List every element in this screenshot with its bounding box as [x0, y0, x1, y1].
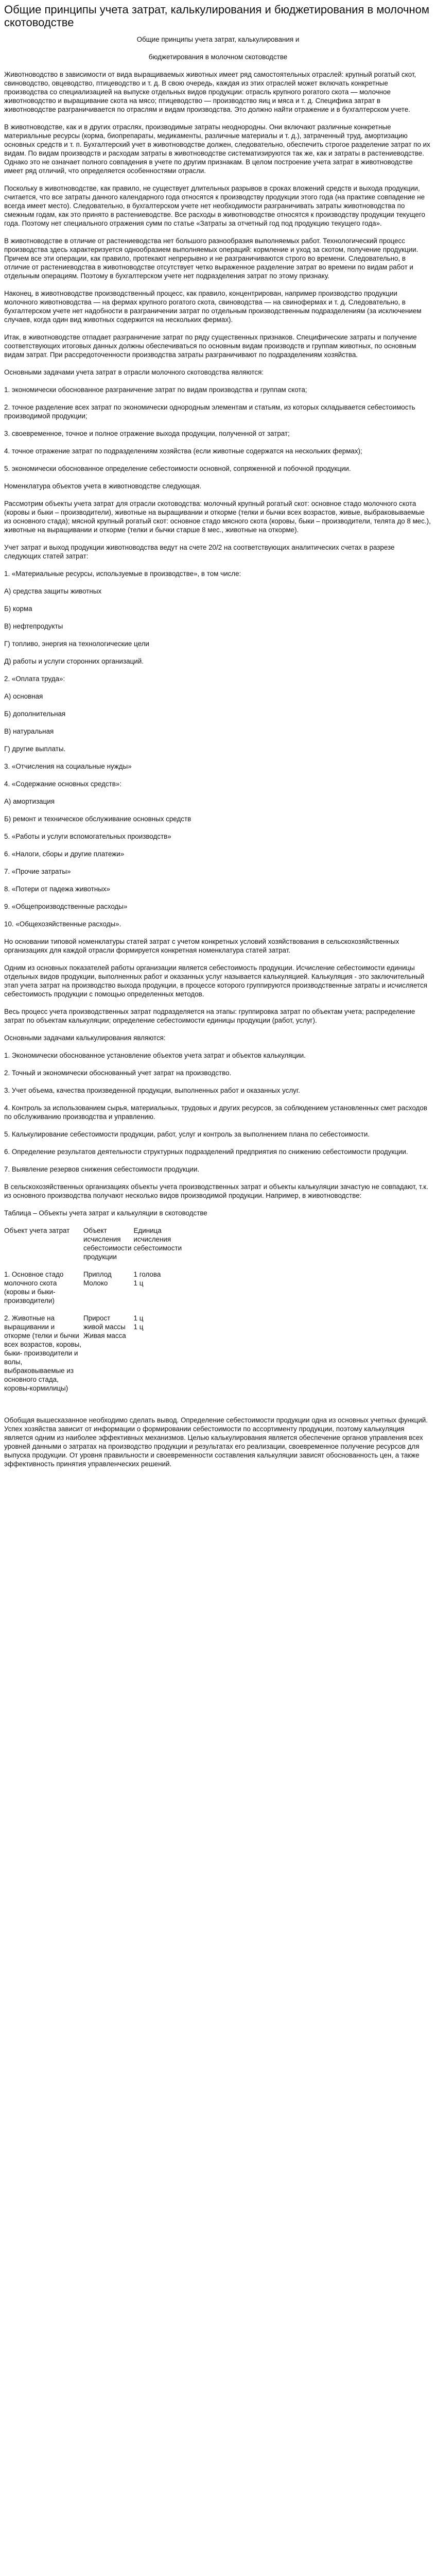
- list-item: Г) топливо, энергия на технологические цели: [4, 640, 149, 648]
- paragraph: Основными задачами калькулирования являются:: [4, 1034, 166, 1042]
- list-item: Б) дополнительная: [4, 710, 66, 718]
- table-cell-product: Приплод: [83, 1270, 112, 1278]
- list-item: 6. Определение результатов деятельности структурных подразделений предприятия по снижению себестоимости продукции.: [4, 1148, 408, 1156]
- list-item: 8. «Потери от падежа животных»: [4, 885, 110, 893]
- table-cell-units: [134, 1314, 193, 1401]
- cost-objects-table: [4, 1226, 193, 1401]
- document-title: Общие принципы учета затрат, калькулирования и бюджетирования в молочном скотоводстве: [4, 3, 429, 29]
- paragraph: Рассмотрим объекты учета затрат для отрасли скотоводства: молочный крупный рогатый скот: основное стадо молочного скота (коровы и быки – производители), животные на выращивании и откорме (телки и бычки всех возрастов, живые, выбраковываемые из основного стада); мясной крупный рогатый скот: основное стадо мясного скота (коровы, быки – производители, телята до 8 мес.), животные на выращивании и откорме (телки и бычки старше 8 мес., животные на откорме).: [4, 500, 431, 534]
- table-cell-unit: 1 ц: [133, 1314, 144, 1322]
- paragraph: Учет затрат и выход продукции животноводства ведут на счете 20/2 на соответствующих аналитических счетах в разрезе следующих статей затрат:: [4, 544, 395, 560]
- list-item: В) натуральная: [4, 727, 54, 735]
- list-item: Г) другие выплаты.: [4, 745, 66, 753]
- paragraph: Обобщая вышесказанное необходимо сделать вывод. Определение себестоимости продукции одна из основных учетных функций. Успех хозяйства зависит от информации о формировании себестоимости по ассортименту продукции, поэтому калькуляция является одним из наиболее эффективных механизмов. Целью калькулирования является обеспечение органов управления всех уровней данными о затратах на производство продукции и результатах его реализации, своевременное получение ресурсов для выпуска продукции. От уровня правильности и своевременности составления калькуляции зависят обоснованность цен, а также эффективность принятия управленческих решений.: [4, 1416, 428, 1468]
- calculation-section: [4, 937, 432, 1042]
- cost-items-list: [4, 569, 432, 928]
- table-cell-unit: 1 ц: [133, 1323, 144, 1331]
- list-item: 1. Экономически обоснованное установление объектов учета затрат и объектов калькуляции.: [4, 1052, 306, 1059]
- table-cell-unit: 1 ц: [133, 1279, 144, 1287]
- paragraph: Одним из основных показателей работы организации является себестоимость продукции. Исчисление себестоимости единицы отдельных видов продукции, выполненных работ и оказанных услуг называется калькуляцией. Калькуляция - это заключительный этап учета затрат на производство выхода продукции, в процессе которого группируются производственные затраты и исчисляется себестоимость продукции с помощью определенных методов.: [4, 964, 427, 998]
- list-item: 5. «Работы и услуги вспомогательных производств»: [4, 833, 171, 840]
- list-item: Б) корма: [4, 605, 32, 613]
- list-item: 3. «Отчисления на социальные нужды»: [4, 762, 132, 770]
- list-item: Б) ремонт и техническое обслуживание основных средств: [4, 815, 191, 823]
- table-header-cell: Объект учета затрат: [4, 1227, 70, 1234]
- paragraph: Наконец, в животноводстве производственный процесс, как правило, концентрирован, например производство продукции молочного животноводства — на фермах крупного рогатого скота, свиноводства — на свинофермах и т. д. Следовательно, в бухгалтерском учете нет надобности в разграничении затрат по отдельным производственным подразделениям (за исключением случаев, когда один вид животных содержится на нескольких фермах).: [4, 290, 422, 324]
- list-item: 1. «Материальные ресурсы, используемые в производстве», в том числе:: [4, 570, 241, 578]
- list-item: В) нефтепродукты: [4, 622, 63, 630]
- paragraph: Животноводство в зависимости от вида выращиваемых животных имеет ряд самостоятельных отраслей: крупный рогатый скот, свиноводство, овцеводство, птицеводство и т. д. В свою очередь, каждая из этих отраслей может включать конкретные производства со специализацией на выпуске отдельных видов продукции: отрасль крупного рогатого скота — молочное животноводство и выращивание скота на мясо; птицеводство — производство яиц и мяса и т. д. Специфика затрат в животноводстве разграничивается по отраслям и видам производства. Это должно найти отражение и в бухгалтерском учете.: [4, 71, 416, 113]
- paragraph: Весь процесс учета производственных затрат подразделяется на этапы: группировка затрат по объектам учета; распределение затрат по объектам калькуляции; определение себестоимости единицы продукции (работ, услуг).: [4, 1008, 415, 1024]
- list-item: 9. «Общепроизводственные расходы»: [4, 903, 128, 910]
- list-item: 2. «Оплата труда»:: [4, 675, 65, 683]
- list-item: А) основная: [4, 692, 43, 700]
- table-cell-unit: 1 голова: [133, 1270, 161, 1278]
- paragraph: В животноводстве в отличие от растениеводства нет большого разнообразия выполняемых работ. Технологический процесс производства здесь характеризуется однообразием выполняемых операций: кормление и уход за скотом, получение продукции. Причем все эти операции, как правило, протекают непрерывно и не разграничиваются строго во времени. Следовательно, в отличие от растениеводства в животноводстве отсутствует четко выраженное разделение затрат во времени по видам работ и отдельным операциям. Поэтому в бухгалтерском учете нет подразделения затрат по этому признаку.: [4, 237, 418, 280]
- list-item: 3. Учет объема, качества произведенной продукции, выполненных работ и оказанных услуг.: [4, 1087, 300, 1094]
- calculation-tasks-list: [4, 1051, 432, 1174]
- list-item: А) средства защиты животных: [4, 587, 102, 595]
- table-cell-units: [134, 1270, 193, 1314]
- accounting-objects-section: [4, 482, 432, 561]
- paragraph: Итак, в животноводстве отпадает разграничение затрат по ряду существенных признаков. Специфические затраты и получение соответствующих итоговых данных должны обеспечиваться по основным видам производств и группам животных, по основным видам затрат. При рассредоточенности производства затраты разграничивают по подразделениям хозяйства.: [4, 333, 417, 359]
- paragraph: Но основании типовой номенклатуры статей затрат с учетом конкретных условий хозяйствования в сельскохозяйственных организациях для каждой отрасли формируется конкретная номенклатура статей затрат.: [4, 938, 399, 954]
- table-cell-product: Молоко: [83, 1279, 108, 1287]
- table-cell-product: Живая масса: [83, 1332, 126, 1340]
- table-row: [4, 1314, 193, 1401]
- list-item: Д) работы и услуги сторонних организаций.: [4, 657, 144, 665]
- list-item: 7. Выявление резервов снижения себестоимости продукции.: [4, 1165, 200, 1173]
- table-caption: Таблица – Объекты учета затрат и калькуляции в скотоводстве: [4, 1209, 207, 1217]
- table-row: [4, 1270, 193, 1314]
- list-item: 2. Точный и экономически обоснованный учет затрат на производство.: [4, 1069, 232, 1077]
- list-item: 4. «Содержание основных средств»:: [4, 780, 122, 788]
- list-item: 7. «Прочие затраты»: [4, 868, 71, 875]
- list-item: 5. экономически обоснованное определение себестоимости основной, сопряженной и побочной продукции.: [4, 465, 351, 472]
- list-item: 1. экономически обоснованное разграничение затрат по видам производства и группам скота;: [4, 386, 307, 394]
- paragraph: Поскольку в животноводстве, как правило, не существует длительных разрывов в сроках вложений средств и выхода продукции, считается, что все затраты данного календарного года относятся к производству продукции этого года (на практике совпадение не всегда имеет место). Следовательно, в бухгалтерском учете нет необходимости разграничивать затраты животноводства по смежным годам, как это принято в растениеводстве. Все расходы в животноводстве относятся к производству продукции текущего года. Поэтому нет специального отражения сумм по статье «Затраты за отчетный год под продукцию текущего года».: [4, 184, 425, 227]
- paragraph: В сельскохозяйственных организациях объекты учета производственных затрат и объекты калькуляции зачастую не совпадают, т.к. из основного производства получают несколько видов производимой продукции. Например, в животноводстве:: [4, 1183, 428, 1199]
- paragraph: Номенклатура объектов учета в животноводстве следующая.: [4, 482, 202, 490]
- table-cell-products: [83, 1270, 134, 1314]
- intro-section: [4, 70, 432, 377]
- paragraph: В животноводстве, как и в других отраслях, производимые затраты неоднородны. Они включают различные конкретные материальные ресурсы (корма, биопрепараты, медикаменты, различные материалы и т. д.), затраченный труд, амортизацию основных средств и т. п. Бухгалтерский учет в животноводстве должен, следовательно, обеспечить строгое разделение затрат по их видам. По видам производств и расходам затраты в животноводстве систематизируются так же, как и затраты в растениеводстве. Однако это не означает полного совпадения в учете по другим признакам. В целом построение учета затрат в животноводстве имеет ряд отличий, что определяется особенностями отрасли.: [4, 123, 430, 175]
- table-intro-section: [4, 1182, 432, 1217]
- document-subtitle-line-1: Общие принципы учета затрат, калькулирования и: [136, 36, 300, 43]
- document-subtitle-line-2: бюджетирования в молочном скотоводстве: [148, 53, 288, 61]
- paragraph: Основными задачами учета затрат в отрасли молочного скотоводства являются:: [4, 368, 264, 376]
- list-item: 2. точное разделение всех затрат по экономически однородным элементам и статьям, из которых складывается себестоимость производимой продукции;: [4, 403, 415, 420]
- list-item: 4. точное отражение затрат по подразделениям хозяйства (если животные содержатся на нескольких фермах);: [4, 447, 362, 455]
- table-header-cell: Объект исчисления себестоимости продукции: [83, 1227, 132, 1261]
- table-cell-products: [83, 1314, 134, 1401]
- list-item: 6. «Налоги, сборы и другие платежи»: [4, 850, 125, 858]
- table-cell-object: 2. Животные на выращивании и откорме (телки и бычки всех возрастов, коровы, быки- производители и волы, выбраковываемые из основного стада, коровы-кормилицы): [4, 1314, 82, 1392]
- list-item: 10. «Общехозяйственные расходы».: [4, 920, 121, 928]
- list-item: 5. Калькулирование себестоимости продукции, работ, услуг и контроль за выполнением плана по себестоимости.: [4, 1130, 370, 1138]
- list-item: А) амортизация: [4, 798, 55, 805]
- table-cell-product: Прирост живой массы: [83, 1314, 126, 1331]
- accounting-tasks-list: [4, 385, 432, 473]
- table-header-row: [4, 1226, 193, 1270]
- table-header-cell: Единица исчисления себестоимости: [133, 1227, 182, 1252]
- conclusion-section: [4, 1416, 432, 1468]
- list-item: 3. своевременное, точное и полное отражение выхода продукции, полученной от затрат;: [4, 430, 290, 437]
- table-cell-object: 1. Основное стадо молочного скота (коровы и быки- производители): [4, 1270, 64, 1304]
- list-item: 4. Контроль за использованием сырья, материальных, трудовых и других ресурсов, за соблюдением установленных смет расходов по обслуживанию производства и управлению.: [4, 1104, 427, 1121]
